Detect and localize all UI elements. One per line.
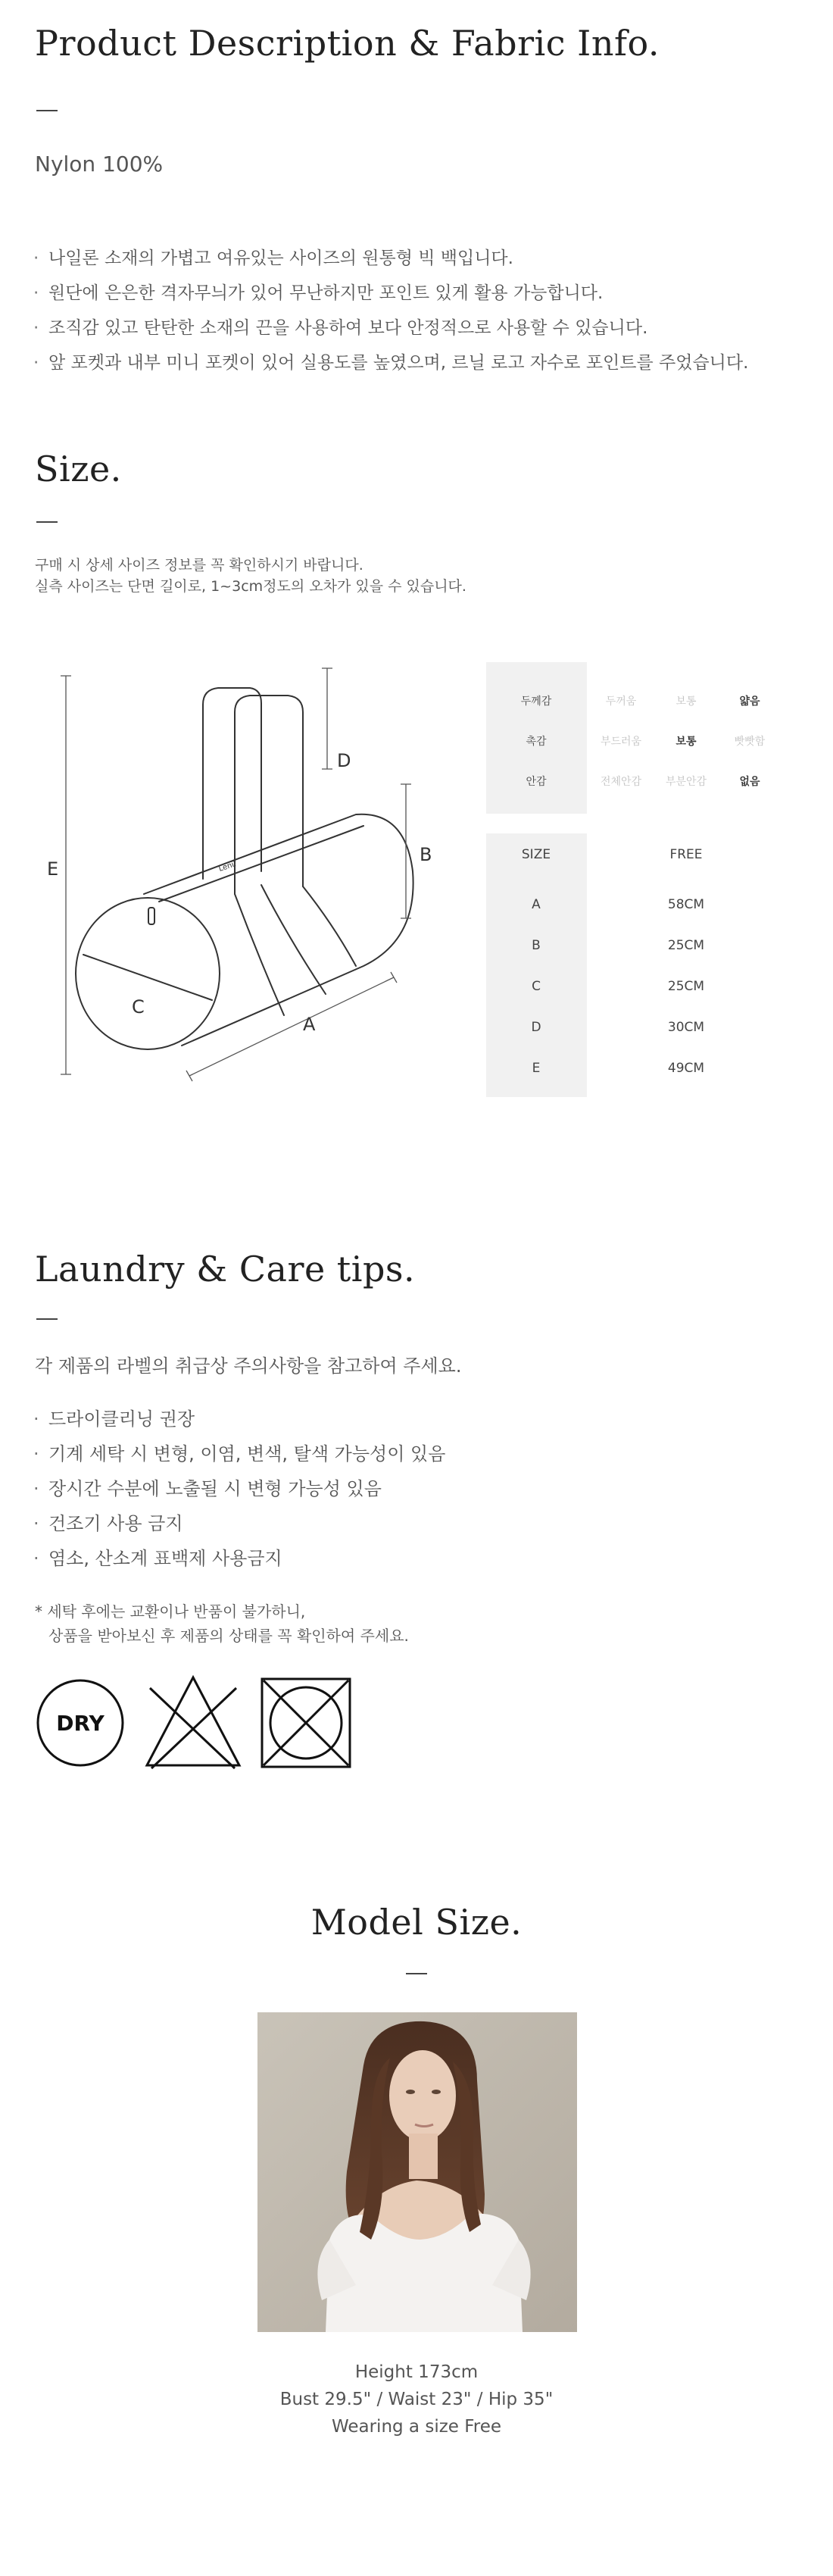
label-a: A (303, 1014, 316, 1035)
dimension-line-a (189, 977, 394, 1076)
laundry-title: Laundry & Care tips. (35, 1249, 416, 1290)
laundry-tip: · 장시간 수분에 노출될 시 변형 가능성 있음 (33, 1471, 445, 1506)
laundry-tip: · 드라이클리닝 권장 (33, 1402, 445, 1436)
attribute-option: 두꺼움 (605, 696, 637, 708)
model-wearing-size: Wearing a size Free (331, 2417, 502, 2437)
attribute-option: 부분안감 (665, 776, 707, 788)
attribute-option-selected: 얇음 (739, 696, 760, 708)
size-row-label: A (532, 897, 541, 912)
attribute-label: 안감 (526, 776, 547, 788)
attribute-option-selected: 없음 (739, 776, 760, 788)
size-row-value: 25CM (667, 979, 705, 994)
size-header: FREE (669, 847, 703, 862)
description-item: · 조직감 있고 탄탄한 소재의 끈을 사용하여 보다 안정적으로 사용할 수 있습니다. (33, 311, 748, 345)
size-note: 실측 사이즈는 단면 길이로, 1~3cm정도의 오차가 있을 수 있습니다. (35, 578, 466, 595)
handle-front (235, 696, 303, 894)
laundry-divider (36, 1318, 58, 1320)
laundry-tip: · 염소, 산소계 표백제 사용금지 (33, 1541, 445, 1576)
label-e: E (47, 858, 59, 880)
bag-logo: Lenil (217, 860, 238, 874)
size-row-label: E (532, 1061, 541, 1076)
fabric-composition: Nylon 100% (35, 152, 164, 177)
model-measurements: Bust 29.5" / Waist 23" / Hip 35" (279, 2390, 554, 2409)
no-bleach-icon (144, 1673, 242, 1771)
model-divider (406, 1973, 427, 1974)
label-d: D (337, 750, 351, 771)
strap-band (303, 886, 356, 966)
size-table-bg (486, 833, 587, 1097)
label-c: C (132, 996, 145, 1018)
laundry-notice: * 세탁 후에는 교환이나 반품이 불가하니, (35, 1602, 306, 1621)
laundry-tip: · 건조기 사용 금지 (33, 1506, 445, 1541)
description-item: · 원단에 은은한 격자무늬가 있어 무난하지만 포인트 있게 활용 가능합니다. (33, 276, 748, 311)
size-title: Size. (35, 449, 122, 489)
strap-band (261, 885, 326, 994)
size-divider (36, 521, 58, 523)
title-divider (36, 110, 58, 111)
size-row-label: C (532, 979, 541, 994)
model-photo (257, 2012, 577, 2332)
attribute-option: 부드러움 (600, 736, 642, 748)
size-row-value: 58CM (667, 897, 705, 912)
label-b: B (420, 844, 432, 865)
laundry-tip: · 기계 세탁 시 변형, 이염, 변색, 탈색 가능성이 있음 (33, 1436, 445, 1471)
size-row-label: B (532, 938, 541, 953)
handle-back (203, 688, 261, 879)
dimension-line-c (83, 955, 212, 1000)
attribute-option: 전체안감 (600, 776, 642, 788)
description-item: · 앞 포켓과 내부 미니 포켓이 있어 실용도를 높였으며, 르닐 로고 자수로 포인트를 주었습니다. (33, 345, 748, 380)
product-title: Product Description & Fabric Info. (35, 23, 660, 64)
size-header: SIZE (521, 847, 551, 862)
size-row-label: D (531, 1020, 541, 1035)
attribute-option: 빳빳함 (734, 736, 766, 748)
model-title: Model Size. (310, 1902, 523, 1943)
dry-clean-icon (35, 1677, 126, 1768)
laundry-intro: 각 제품의 라벨의 취급상 주의사항을 참고하여 주세요. (35, 1355, 462, 1377)
laundry-tips-list (33, 1402, 445, 1576)
no-tumble-dry-icon (261, 1677, 351, 1768)
attribute-option: 보통 (675, 696, 697, 708)
attribute-option-selected: 보통 (675, 736, 697, 748)
description-item: · 나일론 소재의 가볍고 여유있는 사이즈의 원통형 빅 백입니다. (33, 241, 748, 276)
size-row-value: 49CM (667, 1061, 705, 1076)
model-height: Height 173cm (354, 2362, 479, 2382)
laundry-notice: 상품을 받아보신 후 제품의 상태를 꼭 확인하여 주세요. (48, 1627, 409, 1645)
zipper-pull (148, 908, 154, 924)
dry-clean-label: DRY (56, 1711, 105, 1736)
product-description-list (33, 241, 748, 380)
size-row-value: 30CM (667, 1020, 705, 1035)
attribute-label: 두께감 (520, 696, 552, 708)
bag-body (144, 814, 413, 1046)
size-note: 구매 시 상세 사이즈 정보를 꼭 확인하시기 바랍니다. (35, 557, 363, 574)
bag-size-diagram (30, 667, 454, 1099)
attribute-label: 촉감 (526, 736, 547, 748)
size-row-value: 25CM (667, 938, 705, 953)
